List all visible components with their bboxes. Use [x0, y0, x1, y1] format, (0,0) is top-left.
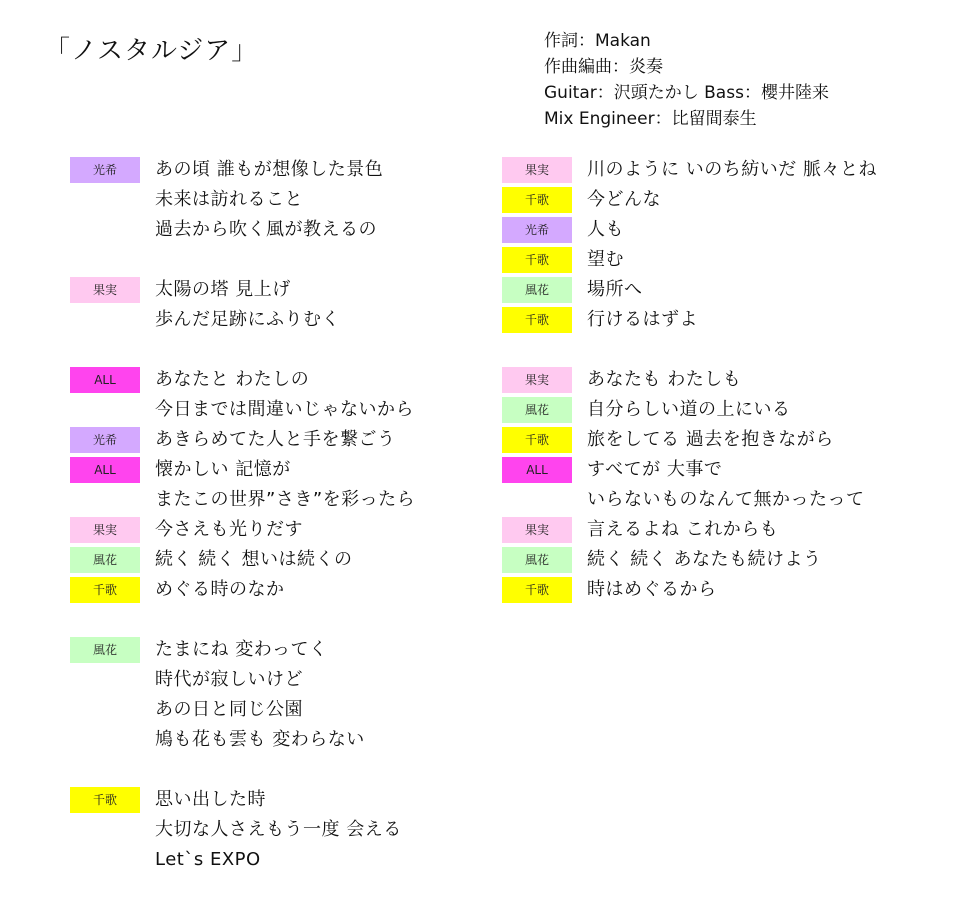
singer-badge: 千歌: [502, 577, 572, 603]
singer-badge: 風花: [502, 547, 572, 573]
lyric-text: またこの世界”さき”を彩ったら: [155, 489, 416, 510]
lyric-text: あの頃 誰もが想像した景色: [155, 159, 384, 180]
singer-badge: 風花: [70, 637, 140, 663]
lyric-text: 続く 続く あなたも続けよう: [587, 549, 822, 570]
singer-badge: 果実: [502, 517, 572, 543]
credits: [544, 28, 829, 132]
singer-badge: ALL: [70, 457, 140, 483]
singer-badge: 光希: [502, 217, 572, 243]
singer-badge: 千歌: [502, 187, 572, 213]
lyric-text: 言えるよね これからも: [587, 519, 779, 540]
singer-badge: 風花: [502, 397, 572, 423]
lyric-text: 大切な人さえもう一度 会える: [155, 819, 402, 840]
lyric-text: 川のように いのち紡いだ 脈々とね: [587, 159, 877, 180]
lyric-text: いらないものなんて無かったって: [587, 489, 865, 510]
lyric-text: 歩んだ足跡にふりむく: [155, 309, 340, 330]
singer-badge: 光希: [70, 427, 140, 453]
singer-badge: ALL: [502, 457, 572, 483]
singer-badge: 果実: [502, 157, 572, 183]
credit-guitar-bass: Guitar：沢頭たかし Bass：櫻井陸来: [544, 83, 829, 103]
lyric-text: 時はめぐるから: [587, 579, 717, 600]
lyric-text: 旅をしてる 過去を抱きながら: [587, 429, 834, 450]
lyric-text: たまにね 変わってく: [155, 639, 328, 660]
lyric-text: Let`s EXPO: [155, 849, 261, 870]
lyric-text: すべてが 大事で: [587, 459, 723, 480]
lyric-text: 思い出した時: [155, 789, 266, 810]
lyric-text: あなたと わたしの: [155, 369, 310, 390]
singer-badge: 千歌: [70, 577, 140, 603]
singer-badge: 風花: [70, 547, 140, 573]
lyric-text: 望む: [587, 249, 624, 270]
lyric-text: 自分らしい道の上にいる: [587, 399, 791, 420]
singer-badge: 千歌: [502, 307, 572, 333]
singer-badge: 果実: [70, 517, 140, 543]
singer-badge: 千歌: [502, 427, 572, 453]
singer-badge: 千歌: [70, 787, 140, 813]
lyric-text: めぐる時のなか: [155, 579, 285, 600]
lyric-text: あきらめてた人と手を繋ごう: [155, 429, 396, 450]
lyric-text: 時代が寂しいけど: [155, 669, 303, 690]
lyric-text: 今さえも光りだす: [155, 519, 303, 540]
lyric-text: あなたも わたしも: [587, 369, 742, 390]
lyric-text: 人も: [587, 219, 624, 240]
lyric-text: 未来は訪れること: [155, 189, 303, 210]
singer-badge: ALL: [70, 367, 140, 393]
singer-badge: 果実: [502, 367, 572, 393]
lyric-text: 太陽の塔 見上げ: [155, 279, 291, 300]
lyric-text: 行けるはずよ: [587, 309, 698, 330]
singer-badge: 千歌: [502, 247, 572, 273]
singer-badge: 風花: [502, 277, 572, 303]
singer-badge: 果実: [70, 277, 140, 303]
lyric-text: 今どんな: [587, 189, 661, 210]
lyric-text: あの日と同じ公園: [155, 699, 303, 720]
lyric-text: 鳩も花も雲も 変わらない: [155, 729, 365, 750]
lyric-text: 続く 続く 想いは続くの: [155, 549, 353, 570]
lyric-text: 場所へ: [587, 279, 643, 300]
lyric-text: 懐かしい 記憶が: [155, 459, 291, 480]
credit-lyrics: 作詞：Makan: [544, 31, 651, 51]
song-title: 「ノスタルジア」: [44, 36, 259, 66]
singer-badge: 光希: [70, 157, 140, 183]
lyric-text: 過去から吹く風が教えるの: [155, 219, 377, 240]
credit-mix-engineer: Mix Engineer：比留間泰生: [544, 109, 757, 129]
credit-composition: 作曲編曲：炎奏: [544, 57, 663, 77]
lyric-text: 今日までは間違いじゃないから: [155, 399, 414, 420]
